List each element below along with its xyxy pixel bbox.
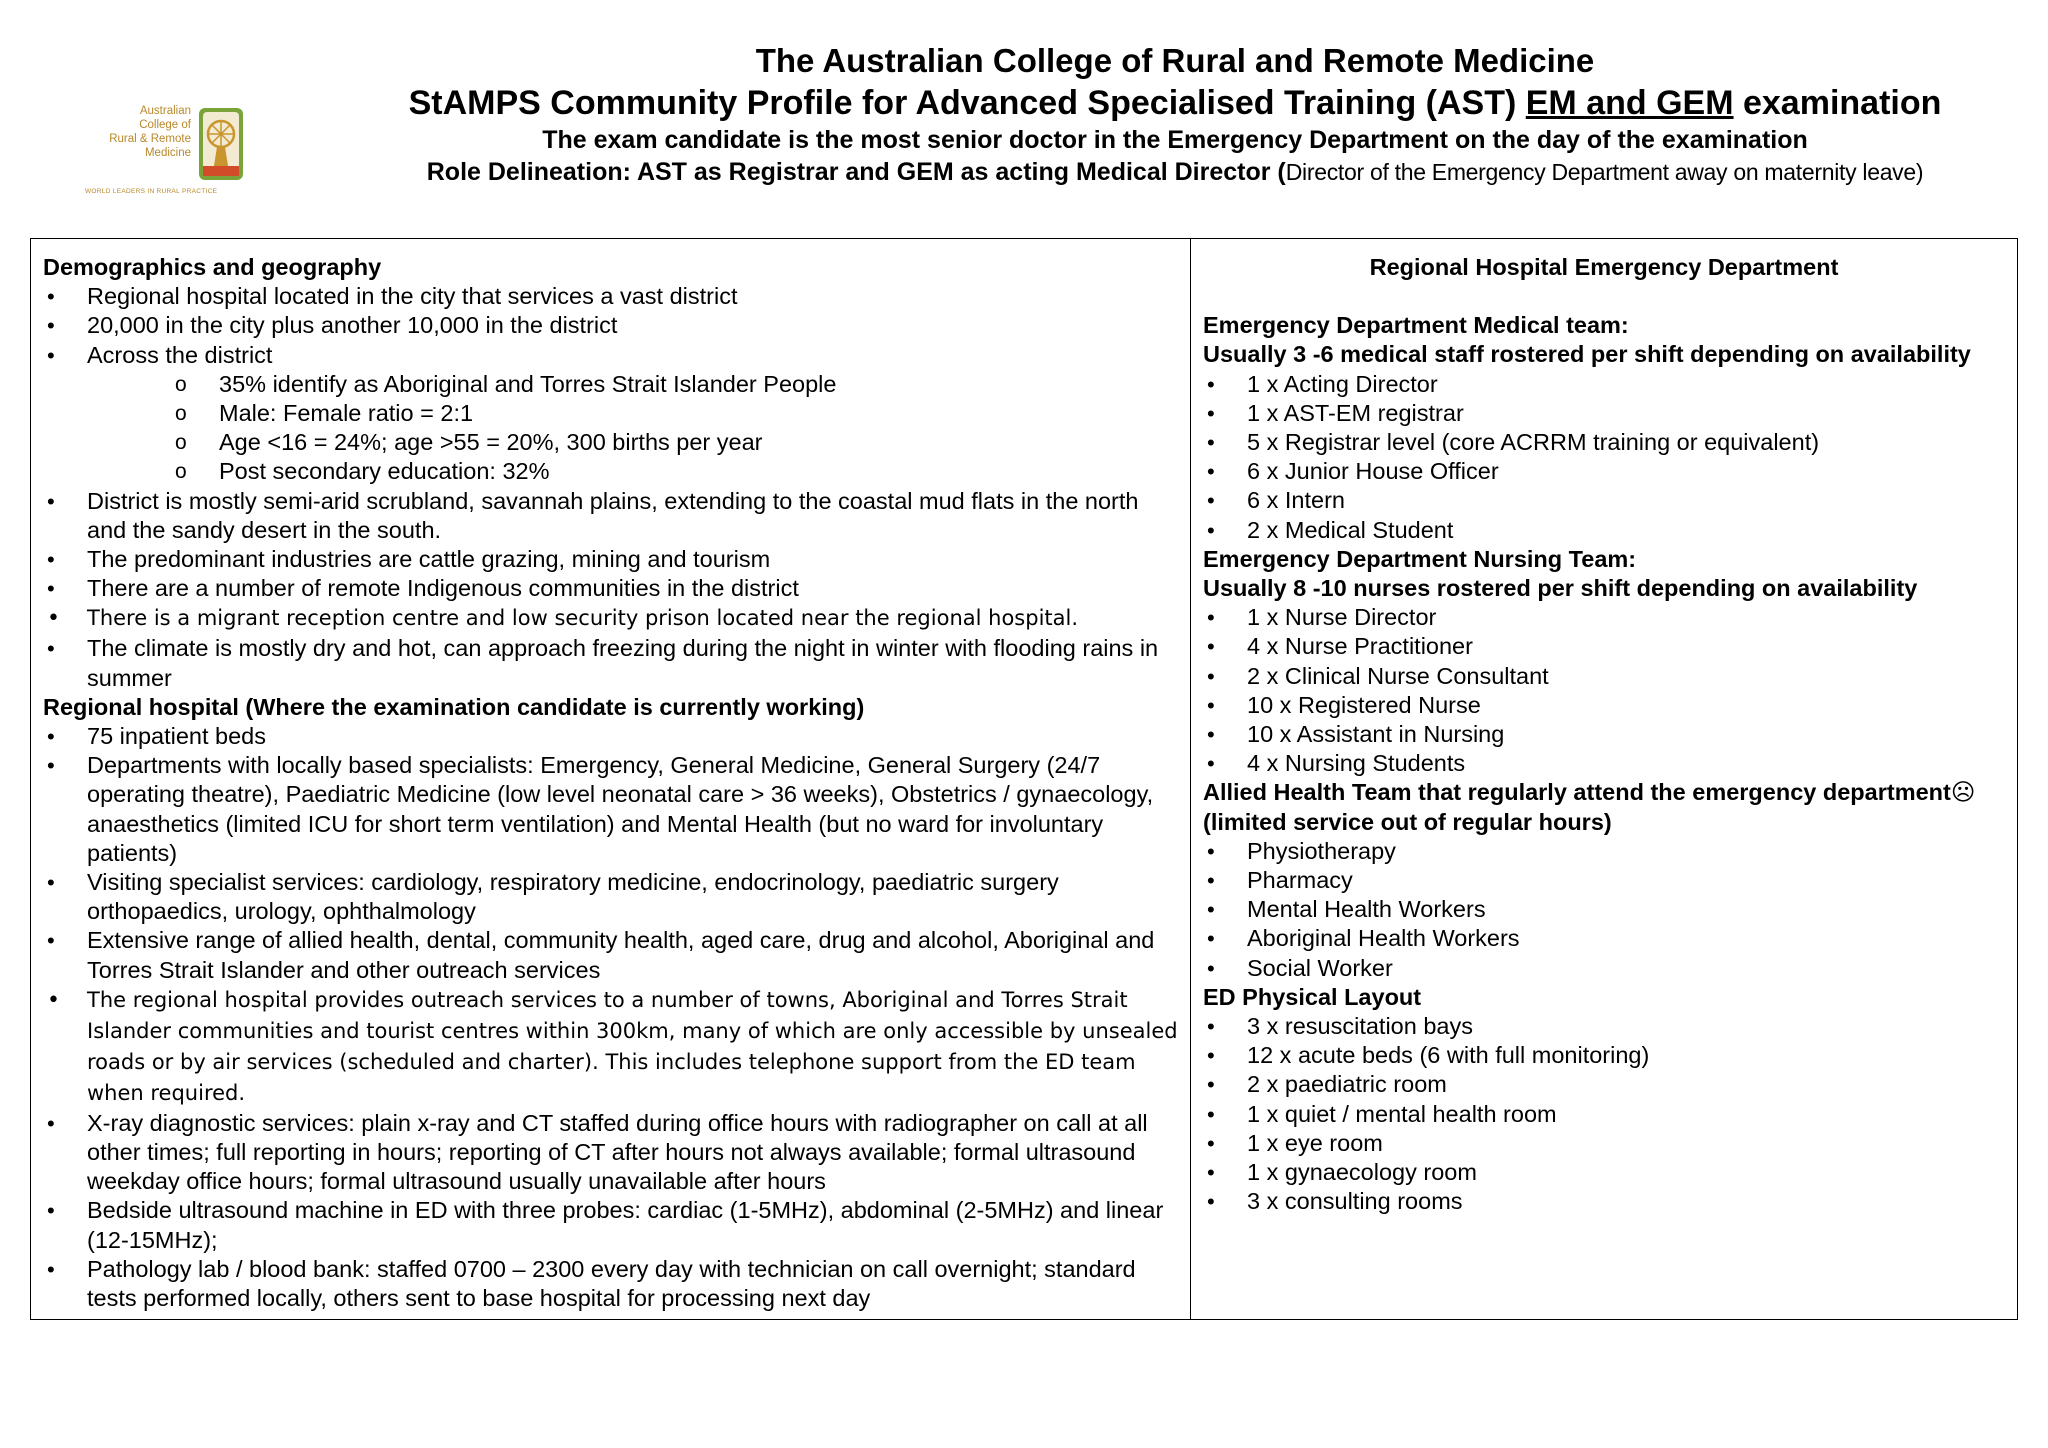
sub-list-item: o Male: Female ratio = 2:1 <box>175 399 1178 428</box>
list-item: • Mental Health Workers <box>1203 895 2005 924</box>
list-item: • The predominant industries are cattle grazing, mining and tourism <box>43 545 1178 574</box>
list-item: • 20,000 in the city plus another 10,000 in the district <box>43 311 1178 340</box>
list-item <box>43 341 1178 487</box>
list-item: • The climate is mostly dry and hot, can approach freezing during the night in winter with flooding rains in summer <box>43 634 1178 692</box>
allied-list <box>1203 837 2005 983</box>
list-item: • Aboriginal Health Workers <box>1203 924 2005 953</box>
sub-list-item: o Age <16 = 24%; age >55 = 20%, 300 births per year <box>175 428 1178 457</box>
right-column <box>1191 239 2017 1319</box>
list-item: • 2 x Medical Student <box>1203 516 2005 545</box>
hospital-list <box>43 722 1178 1313</box>
list-item: • Visiting specialist services: cardiology, respiratory medicine, endocrinology, paediatric surgery orthopaedics, urology, ophthalmology <box>43 868 1178 926</box>
list-item: • There are a number of remote Indigenous communities in the district <box>43 574 1178 603</box>
layout-list <box>1203 1012 2005 1216</box>
list-item: • 1 x quiet / mental health room <box>1203 1100 2005 1129</box>
section-title-medical: Emergency Department Medical team: <box>1203 312 1629 339</box>
district-sublist <box>87 370 1178 487</box>
section-title-allied: Allied Health Team that regularly attend the emergency department☹ <box>1203 779 1976 806</box>
section-title-layout: ED Physical Layout <box>1203 983 1422 1010</box>
left-column <box>31 239 1191 1319</box>
logo-wordmark <box>85 104 191 160</box>
list-item: • 75 inpatient beds <box>43 722 1178 751</box>
medical-list <box>1203 370 2005 545</box>
list-item: • 10 x Registered Nurse <box>1203 691 2005 720</box>
list-item-text: Across the district <box>87 341 273 368</box>
list-item: • 3 x resuscitation bays <box>1203 1012 2005 1041</box>
list-item: • 1 x gynaecology room <box>1203 1158 2005 1187</box>
candidate-line: The exam candidate is the most senior doctor in the Emergency Department on the day of the examination <box>542 126 1808 154</box>
medical-subtitle: Usually 3 -6 medical staff rostered per shift depending on availability <box>1203 341 1971 368</box>
list-item: • Bedside ultrasound machine in ED with three probes: cardiac (1-5MHz), abdominal (2-5MHz) and linear (12-15MHz); <box>43 1196 1178 1254</box>
demographics-list <box>43 282 1178 693</box>
list-item: • 12 x acute beds (6 with full monitoring) <box>1203 1041 2005 1070</box>
sub-list-item: o Post secondary education: 32% <box>175 457 1178 486</box>
section-title-demographics: Demographics and geography <box>43 254 382 280</box>
list-item: • District is mostly semi-arid scrubland, savannah plains, extending to the coastal mud flats in the north and the sandy desert in the south. <box>43 487 1178 545</box>
list-item: • 2 x paediatric room <box>1203 1070 2005 1099</box>
list-item: • Physiotherapy <box>1203 837 2005 866</box>
list-item: • 1 x AST-EM registrar <box>1203 399 2005 428</box>
list-item: • 1 x eye room <box>1203 1129 2005 1158</box>
logo-line: Medicine <box>144 147 191 159</box>
list-item: • Pathology lab / blood bank: staffed 0700 – 2300 every day with technician on call overnight; standard tests performed locally, others sent to base hospital for processing next day <box>43 1255 1178 1313</box>
sub-list-item: o 35% identify as Aboriginal and Torres Strait Islander People <box>175 370 1178 399</box>
list-item: • 1 x Nurse Director <box>1203 603 2005 632</box>
document-title: The Australian College of Rural and Remote Medicine <box>755 42 1595 79</box>
nursing-subtitle: Usually 8 -10 nurses rostered per shift depending on availability <box>1203 575 1918 602</box>
allied-subtitle: (limited service out of regular hours) <box>1203 808 1612 835</box>
list-item: • 1 x Acting Director <box>1203 370 2005 399</box>
list-item: • Extensive range of allied health, dental, community health, aged care, drug and alcohol, Aboriginal and Torres Strait Islander and other outreach services <box>43 926 1178 984</box>
list-item: • 10 x Assistant in Nursing <box>1203 720 2005 749</box>
document-header <box>330 40 2020 188</box>
acrrm-logo <box>85 104 255 204</box>
list-item: • X-ray diagnostic services: plain x-ray and CT staffed during office hours with radiographer on call at all other times; full reporting in hours; reporting of CT after hours not always available; formal ultrasound weekday office hours; formal ultrasound usually unavailable after hours <box>43 1109 1178 1197</box>
subtitle-suffix: examination <box>1733 84 1942 122</box>
list-item: • 2 x Clinical Nurse Consultant <box>1203 662 2005 691</box>
logo-line: Australian <box>139 105 191 117</box>
subtitle-prefix: StAMPS Community Profile for Advanced Specialised Training (AST) <box>408 84 1526 122</box>
logo-emblem-icon <box>197 106 245 182</box>
role-line <box>330 156 2020 188</box>
role-note: Director of the Emergency Department away on maternity leave) <box>1285 159 1924 185</box>
list-item: • 4 x Nursing Students <box>1203 749 2005 778</box>
ed-title: Regional Hospital Emergency Department <box>1369 254 1839 280</box>
document-subtitle <box>330 82 2020 124</box>
section-title-hospital: Regional hospital (Where the examination candidate is currently working) <box>43 693 865 720</box>
profile-table <box>30 238 2018 1320</box>
list-item: • The regional hospital provides outreach services to a number of towns, Aboriginal and Torres Strait Islander communities and tourist centres within 300km, many of which are only accessible by unsealed roads or by air services (scheduled and charter). This includes telephone support from the ED team when required. <box>43 985 1178 1109</box>
list-item: • Social Worker <box>1203 954 2005 983</box>
list-item: • There is a migrant reception centre and low security prison located near the regional hospital. <box>43 603 1178 634</box>
list-item: • 6 x Intern <box>1203 486 2005 515</box>
logo-line: Rural & Remote <box>109 133 191 145</box>
section-title-nursing: Emergency Department Nursing Team: <box>1203 545 1637 572</box>
list-item: • Pharmacy <box>1203 866 2005 895</box>
role-label: Role Delineation: AST as Registrar and GEM as acting Medical Director ( <box>426 158 1286 186</box>
logo-line: College of <box>139 119 191 131</box>
list-item: • 6 x Junior House Officer <box>1203 457 2005 486</box>
logo-tagline: WORLD LEADERS IN RURAL PRACTICE <box>85 188 218 195</box>
nursing-list <box>1203 603 2005 778</box>
subtitle-underlined: EM and GEM <box>1525 84 1734 122</box>
list-item: • 5 x Registrar level (core ACRRM training or equivalent) <box>1203 428 2005 457</box>
list-item: • 3 x consulting rooms <box>1203 1187 2005 1216</box>
list-item: • Regional hospital located in the city that services a vast district <box>43 282 1178 311</box>
list-item: • 4 x Nurse Practitioner <box>1203 632 2005 661</box>
list-item: • Departments with locally based specialists: Emergency, General Medicine, General Surgery (24/7 operating theatre), Paediatric Medicine (low level neonatal care > 36 weeks), Obstetrics / gynaecology, anaesthetics (limited ICU for short term ventilation) and Mental Health (but no ward for involuntary patients) <box>43 751 1178 868</box>
